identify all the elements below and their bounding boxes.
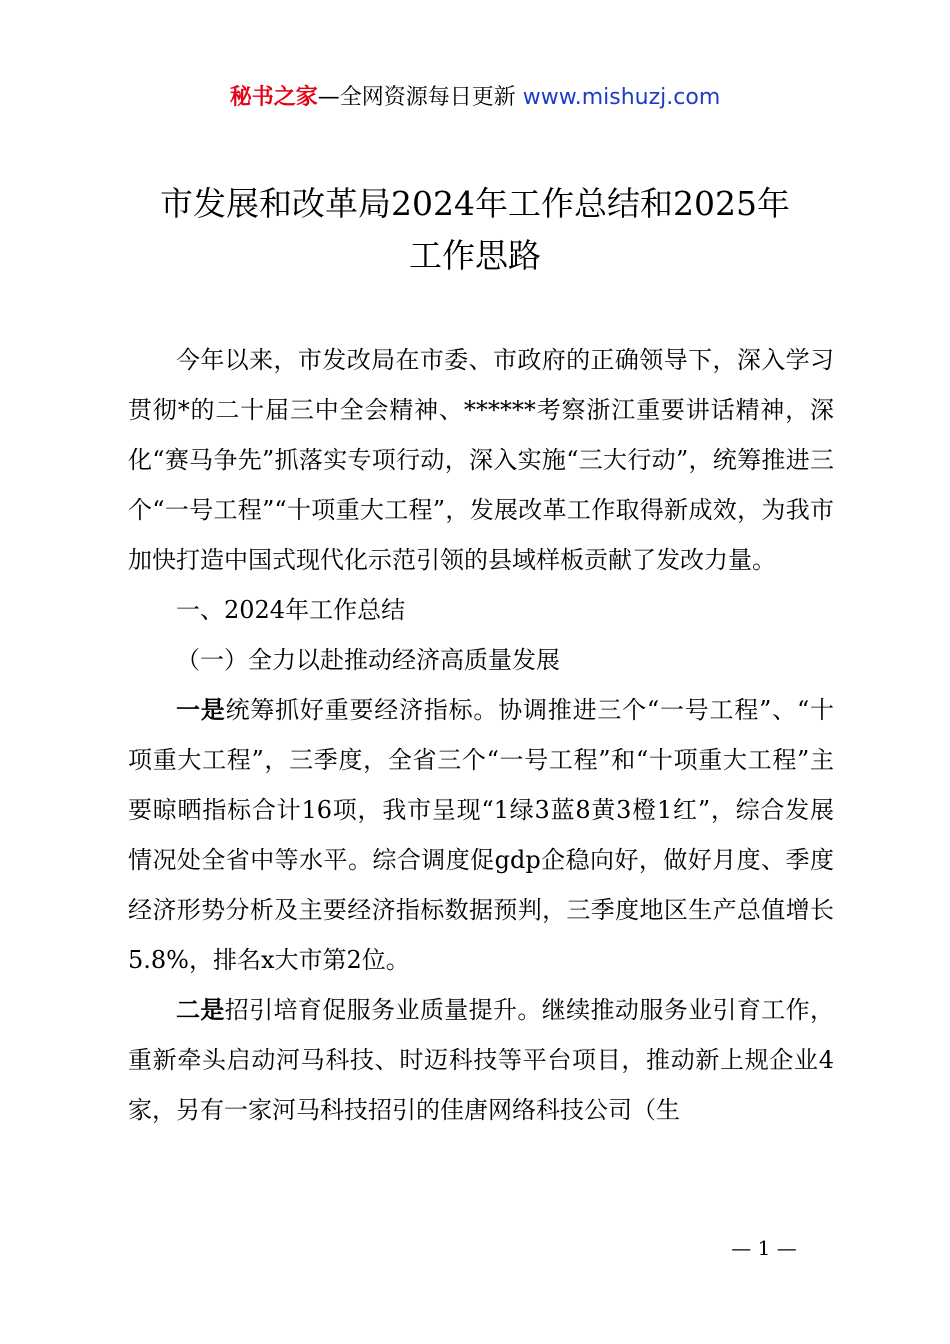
item-2-text: 招引培育促服务业质量提升。继续推动服务业引育工作，重新牵头启动河马科技、时迈科技等平台项目，推动新上规企业4家，另有一家河马科技招引的佳唐网络科技公司（生	[128, 996, 835, 1124]
section-heading: 一、2024年工作总结	[176, 596, 406, 624]
header-separator: —	[317, 85, 340, 110]
item-2-paragraph	[128, 985, 834, 1135]
item-1-lead: 一是	[176, 696, 226, 724]
subsection-heading: （一）全力以赴推动经济高质量发展	[176, 646, 560, 674]
page-number: — 1 —	[731, 1236, 797, 1260]
site-url-link[interactable]: www.mishuzj.com	[522, 85, 721, 110]
brand-name: 秘书之家	[229, 85, 318, 110]
site-header	[0, 80, 950, 111]
item-2-lead: 二是	[176, 996, 225, 1024]
header-tagline: 全网资源每日更新	[339, 85, 516, 110]
item-1-text: 统筹抓好重要经济指标。协调推进三个“一号工程”、“十项重大工程”，三季度，全省三个“一号工程”和“十项重大工程”主要晾晒指标合计16项，我市呈现“1绿3蓝8黄3橙1红”，综合发展情况处全省中等水平。综合调度促gdp企稳向好，做好月度、季度经济形势分析及主要经济指标数据预判，三季度地区生产总值增长5.8%，排名x大市第2位。	[128, 696, 835, 974]
item-1-paragraph	[128, 685, 834, 985]
intro-paragraph: 今年以来，市发改局在市委、市政府的正确领导下，深入学习贯彻*的二十届三中全会精神、******考察浙江重要讲话精神，深化“赛马争先”抓落实专项行动，深入实施“三大行动”，统筹推进三个“一号工程”“十项重大工程”，发展改革工作取得新成效，为我市加快打造中国式现代化示范引领的县域样板贡献了发改力量。	[128, 346, 834, 574]
document-title	[120, 178, 830, 282]
document-body	[128, 335, 834, 1135]
title-line-2: 工作思路	[409, 236, 541, 275]
title-line-1: 市发展和改革局2024年工作总结和2025年	[160, 184, 790, 223]
